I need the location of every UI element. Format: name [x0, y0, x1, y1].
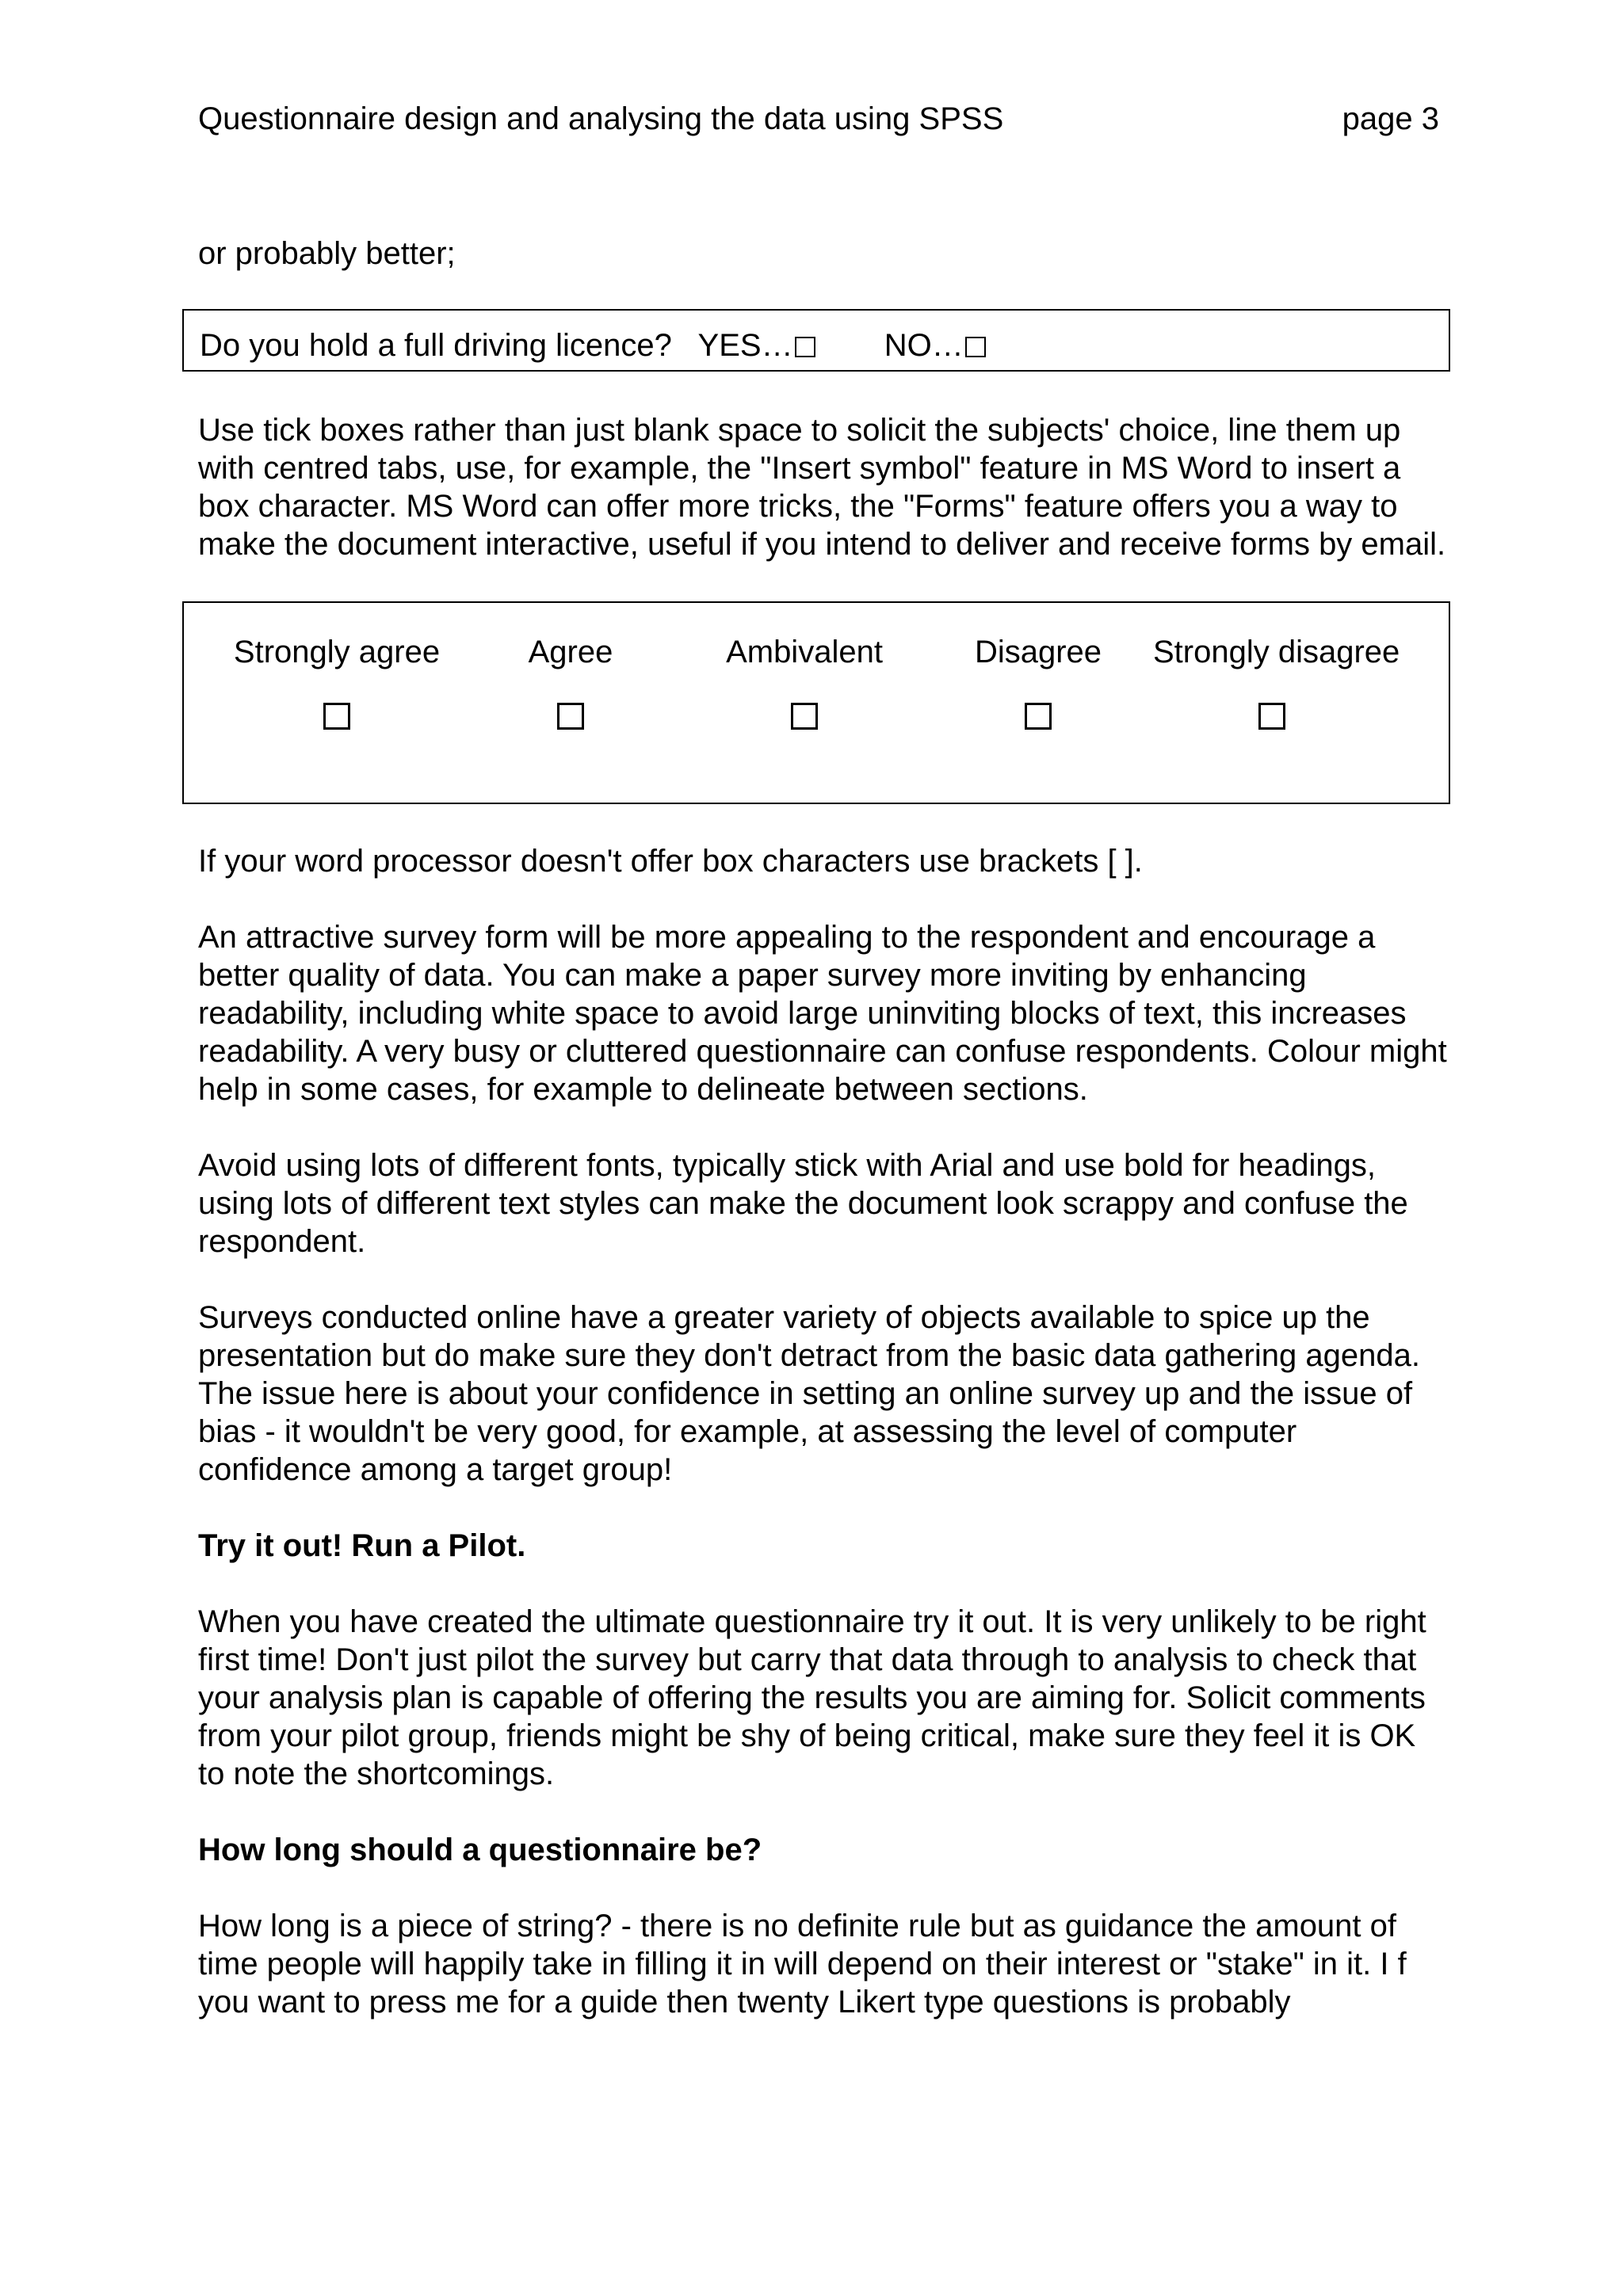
- likert-option: [919, 633, 1157, 738]
- likert-option-label: Disagree: [974, 635, 1102, 669]
- likert-option-label: Agree: [528, 635, 613, 669]
- likert-option-label: Strongly disagree: [1153, 635, 1400, 669]
- page-body: [198, 235, 1450, 2059]
- yes-option-label: YES…: [697, 328, 793, 363]
- paragraph-pilot: When you have created the ultimate questionnaire try it out. It is very unlikely to be right first time! Don't just pilot the survey but carry that data through to analysis to check that your analysis plan is capable of offering the results you are aiming for. Solicit comments from your pilot group, friends might be shy of being critical, make sure they feel it is OK to note the shortcomings.: [198, 1604, 1426, 1791]
- likert-option-label: Strongly agree: [233, 635, 441, 669]
- likert-checkbox[interactable]: [791, 703, 818, 730]
- paragraph-fonts: Avoid using lots of different fonts, typically stick with Arial and use bold for headings, using lots of different text styles can make the document look scrappy and confuse the respondent.: [198, 1148, 1408, 1259]
- no-option-label: NO…: [884, 328, 964, 363]
- paragraph-attractive-form: An attractive survey form will be more appealing to the respondent and encourage a better quality of data. You can make a paper survey more inviting by enhancing readability, including white space to avoid large uninviting blocks of text, this increases readability. A very busy or cluttered questionnaire can confuse respondents. Colour might help in some cases, for example to delineate between sections.: [198, 920, 1447, 1107]
- paragraph-questionnaire-length: How long is a piece of string? - there is no definite rule but as guidance the amount of time people will happily take in filling it in will depend on their interest or "stake" in it. I f you want to press me for a guide then twenty Likert type questions is probably: [198, 1909, 1407, 2019]
- likert-option: [218, 633, 456, 738]
- document-title: Questionnaire design and analysing the data using SPSS: [198, 101, 1004, 136]
- likert-checkbox[interactable]: [557, 703, 584, 730]
- paragraph-tick-boxes: Use tick boxes rather than just blank space to solicit the subjects' choice, line them up with centred tabs, use, for example, the "Insert symbol" feature in MS Word to insert a box character. MS Word can offer more tricks, the "Forms" feature offers you a way to make the document interactive, useful if you intend to deliver and receive forms by email.: [198, 413, 1446, 562]
- likert-option: [452, 633, 689, 738]
- driving-licence-question-row: [200, 326, 986, 364]
- likert-checkbox[interactable]: [323, 703, 350, 730]
- likert-scale-example-box: [182, 601, 1450, 804]
- likert-option: [1153, 633, 1400, 738]
- driving-licence-question: Do you hold a full driving licence?: [200, 328, 672, 363]
- no-checkbox[interactable]: [965, 337, 986, 357]
- paragraph-brackets: If your word processor doesn't offer box characters use brackets [ ].: [198, 844, 1143, 879]
- likert-checkbox[interactable]: [1025, 703, 1052, 730]
- driving-licence-example-box: [182, 309, 1450, 372]
- yes-checkbox[interactable]: [795, 337, 815, 357]
- intro-text: or probably better;: [198, 236, 456, 271]
- heading-questionnaire-length: How long should a questionnaire be?: [198, 1833, 762, 1867]
- paragraph-online-surveys: Surveys conducted online have a greater variety of objects available to spice up the presentation but do make sure they don't detract from the basic data gathering agenda. The issue here is about your confidence in setting an online survey up and the issue of bias - it wouldn't be very good, for example, at assessing the level of computer confidence among a target group!: [198, 1300, 1420, 1487]
- likert-option-label: Ambivalent: [726, 635, 883, 669]
- likert-checkbox[interactable]: [1258, 703, 1285, 730]
- heading-run-pilot: Try it out! Run a Pilot.: [198, 1528, 526, 1563]
- likert-option: [685, 633, 923, 738]
- page-number: page 3: [1342, 101, 1439, 136]
